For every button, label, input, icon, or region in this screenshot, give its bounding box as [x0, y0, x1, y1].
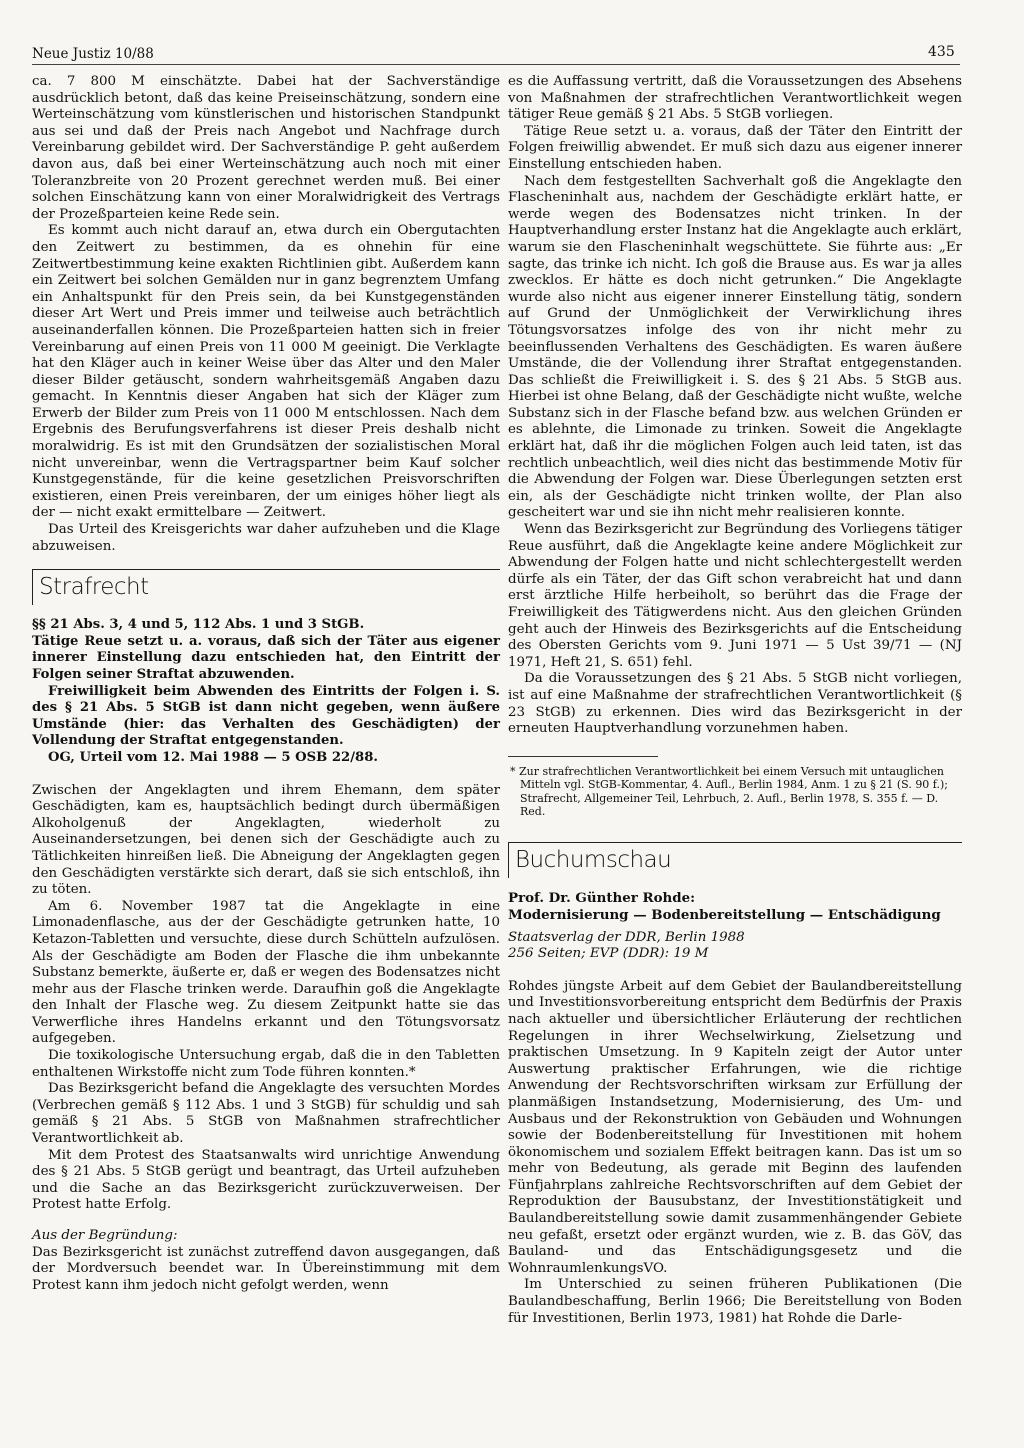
headnote-text: Freiwilligkeit beim Abwenden des Eintritts der Folgen i. S. des § 21 Abs. 5 StGB ist dann nicht gegeben, wenn äußere Umstände (hier: das Verhalten des Geschädigten) der Vollendung der Straftat entgegenstanden.: [32, 683, 500, 749]
book-title: Modernisierung — Bodenbereitstellung — Entschädigung: [508, 906, 941, 923]
left-column: [32, 74, 500, 1294]
paragraph: Tätige Reue setzt u. a. voraus, daß der Täter den Eintritt der Folgen freiwillig abwendet. Er muß sich dazu aus eigener innerer Einstellung entschieden haben.: [508, 123, 962, 172]
right-column: [508, 74, 962, 1327]
book-title-block: [508, 890, 962, 923]
footnote: * Zur strafrechtlichen Verantwortlichkeit bei einem Versuch mit untauglichen Mitteln vgl. StGB-Kommentar, 4. Aufl., Berlin 1984, Anm. 1 zu § 21 (S. 90 f.); Strafrecht, Allgemeiner Teil, Lehrbuch, 2. Aufl., Berlin 1978, S. 355 f. — D. Red.: [510, 764, 948, 818]
paragraph: Rohdes jüngste Arbeit auf dem Gebiet der Baulandbereitstellung und Investitionsvorbereitung entspricht dem Bedürfnis der Praxis nach aktueller und übersichtlicher Erläuterung der rechtlichen Regelungen in ihrer Wechselwirkung, Zielsetzung und praktischen Umsetzung. In 9 Kapiteln zeigt der Autor unter Auswertung praktischer Erfahrungen, wie die richtige Anwendung der Rechtsvorschriften wirksam zur Erfüllung der planmäßigen Instandsetzung, Modernisierung, des Um- und Ausbaus und der Rekonstruktion von Gebäuden und Wohnungen sowie der Bodenbereitstellung für Investitionen mit hohem ökonomischem und sozialem Effekt beitragen kann. Das ist um so mehr von Bedeutung, als gerade mit Beginn des laufenden Fünfjahrplans zahlreiche Rechtsvorschriften auf dem Gebiet der Reproduktion der Bausubstanz, der Investitionstätigkeit und Baulandbereitstellung sowie damit zusammenhängender Gebiete neu gefaßt, ersetzt oder ergänzt wurden, wie z. B. das GöV, das Bauland- und das Entschädigungsgesetz und die WohnraumlenkungsVO.: [508, 978, 962, 1276]
paragraph: Es kommt auch nicht darauf an, etwa durch ein Obergutachten den Zeitwert zu bestimmen, da es ohnehin für eine Zeitwertbestimmung keine exakten Richtlinien gibt. Außerdem kann ein Zeitwert bei solchen Gemälden nur in ganz begrenztem Umfang ein Anhaltspunkt für den Preis sein, da bei Kunstgegenständen dieser Art Wert und Preis immer und teilweise auch beträchtlich auseinanderfallen können. Die Prozeßparteien hatten sich in freier Vereinbarung auf einen Preis von 11 000 M geeinigt. Die Verklagte hat den Kläger auch in keiner Weise über das Alter und den Maler dieser Bilder getäuscht, sondern wahrheitsgemäß Angaben dazu gemacht. In Kenntnis dieser Angaben hat sich der Kläger zum Erwerb der Bilder zum Preis von 11 000 M entschlossen. Nach dem Ergebnis des Berufungsverfahrens ist dieser Preis deshalb nicht moralwidrig. Es ist mit den Grundsätzen der sozialistischen Moral nicht unvereinbar, wenn die Vertragspartner beim Kauf solcher Kunstgegenstände, für die keine gesetzlichen Preisvorschriften existieren, einen Preis vereinbaren, der um einiges höher liegt als der — nicht exakt ermittelbare — Zeitwert.: [32, 223, 500, 521]
paragraph: Nach dem festgestellten Sachverhalt goß die Angeklagte den Flascheninhalt aus, nachdem der Geschädigte erklärt hatte, er werde wegen des Bodensatzes nicht trinken. In der Hauptverhandlung erster Instanz hat die Angeklagte auch erklärt, warum sie den Flascheninhalt wegschüttete. Sie führte aus: „Er sagte, das trinke ich nicht. Ich goß die Brause aus. Es war ja alles zwecklos. Er hätte es doch nicht getrunken.“ Die Angeklagte wurde also nicht aus eigener innerer Einstellung tätig, sondern auf Grund der Unmöglichkeit der Verwirklichung ihres Tötungsvorsatzes infolge des von ihr nicht mehr zu beeinflussenden Verhaltens des Geschädigten. Es waren äußere Umstände, die der Vollendung ihrer Straftat entgegenstanden. Das schließt die Freiwilligkeit i. S. des § 21 Abs. 5 StGB aus. Hierbei ist ohne Belang, daß der Geschädigte nicht wußte, welche Substanz sich in der Flasche befand bzw. aus welchen Gründen er es ablehnte, die Limonade zu trinken. Soweit die Angeklagte erklärt hat, daß ihr die möglichen Folgen auch leid taten, ist das rechtlich unbeachtlich, weil dies nicht das bestimmende Motiv für die Abwendung der Folgen war. Diese Überlegungen setzten erst ein, als der Geschädigte nicht trinken wollte, der Plan also gescheitert war und sie ihn nicht mehr realisieren konnte.: [508, 173, 962, 521]
reasons-heading: Aus der Begründung:: [32, 1228, 178, 1243]
paragraph: Mit dem Protest des Staatsanwalts wird unrichtige Anwendung des § 21 Abs. 5 StGB gerügt und beantragt, das Urteil aufzuheben und die Sache an das Bezirksgericht zurückzuverweisen. Der Protest hatte Erfolg.: [32, 1147, 500, 1213]
footnote-rule: [508, 756, 658, 757]
section-heading-buchumschau: Buchumschau: [508, 842, 962, 878]
paragraph: Das Bezirksgericht ist zunächst zutreffend davon ausgegangen, daß der Mordversuch beendet war. In Übereinstimmung mit dem Protest kann ihm jedoch nicht gefolgt werden, wenn: [32, 1244, 500, 1293]
header-rule: [32, 64, 960, 65]
statute-reference: §§ 21 Abs. 3, 4 und 5, 112 Abs. 1 und 3 StGB.: [32, 617, 365, 633]
paragraph: Das Urteil des Kreisgerichts war daher aufzuheben und die Klage abzuweisen.: [32, 522, 500, 554]
paragraph: Das Bezirksgericht befand die Angeklagte des versuchten Mordes (Verbrechen gemäß § 112 Abs. 1 und 3 StGB) für schuldig und sah gemäß § 21 Abs. 5 StGB von Maßnahmen strafrechtlicher Verantwortlichkeit ab.: [32, 1081, 500, 1147]
paragraph: Da die Voraussetzungen des § 21 Abs. 5 StGB nicht vorliegen, ist auf eine Maßnahme der strafrechtlichen Verantwortlichkeit (§ 23 StGB) zu erkennen. Dies wird das Bezirksgericht in der erneuten Hauptverhandlung vorzunehmen haben.: [508, 671, 962, 737]
paragraph: Die toxikologische Untersuchung ergab, daß die in den Tabletten enthaltenen Wirkstoffe nicht zum Tode führen konnten.*: [32, 1048, 500, 1080]
paragraph: Zwischen der Angeklagten und ihrem Ehemann, dem später Geschädigten, kam es, hauptsächlich bedingt durch übermäßigen Alkoholgenuß der Angeklagten, wiederholt zu Auseinandersetzungen, bei denen sich der Geschädigte auch zu Tätlichkeiten hinreißen ließ. Die Abneigung der Angeklagten gegen den Geschädigten verstärkte sich derart, daß sie sich entschloß, ihn zu töten.: [32, 782, 500, 898]
book-pages-price: 256 Seiten; EVP (DDR): 19 M: [508, 946, 709, 962]
book-meta-block: [508, 930, 962, 963]
paragraph: Wenn das Bezirksgericht zur Begründung des Vorliegens tätiger Reue ausführt, daß die Angeklagte keine andere Möglichkeit zur Abwendung der Folgen hatte und nicht schlechtergestellt werden dürfe als ein Täter, der das Gift schon verabreicht hat und dann erst ärztliche Hilfe herbeiholt, so berührt das die Frage der Freiwilligkeit des Tätigwerdens nicht. Aus den gleichen Gründen geht auch der Hinweis des Bezirksgerichts auf die Entscheidung des Obersten Gerichts vom 9. Juni 1971 — 5 Ust 39/71 — (NJ 1971, Heft 21, S. 651) fehl.: [508, 522, 962, 670]
paragraph: Am 6. November 1987 tat die Angeklagte in eine Limonadenflasche, aus der der Geschädigte getrunken hatte, 10 Ketazon-Tabletten und versuchte, diese durch Schütteln aufzulösen. Als der Geschädigte am Boden der Flasche die ihm unbekannte Substanz bemerkte, äußerte er, daß er wegen des Bodensatzes nicht mehr aus der Flasche trinken werde. Daraufhin goß die Angeklagte den Inhalt der Flasche weg. Zu diesem Zeitpunkt hatte sie das Verwerfliche ihres Handelns erkannt und den Tötungsvorsatz aufgegeben.: [32, 898, 500, 1047]
journal-title: Neue Justiz 10/88: [32, 46, 154, 62]
book-publisher: Staatsverlag der DDR, Berlin 1988: [508, 929, 745, 945]
court-citation: OG, Urteil vom 12. Mai 1988 — 5 OSB 22/88.: [48, 749, 378, 765]
paragraph: ca. 7 800 M einschätzte. Dabei hat der Sachverständige ausdrücklich betont, daß das keine Preiseinschätzung, sondern eine Werteinschätzung vom künstlerischen und historischen Standpunkt aus sei und daß der Preis nach Angebot und Nachfrage durch Vereinbarung gebildet wird. Der Sachverständige P. geht außerdem davon aus, daß bei einer Werteinschätzung auch noch mit einer Toleranzbreite von 20 Prozent gerechnet werden muß. Bei einer solchen Einschätzung kann von einer Moralwidrigkeit des Vertrags der Prozeßparteien keine Rede sein.: [32, 74, 500, 222]
book-author: Prof. Dr. Günther Rohde:: [508, 890, 696, 907]
page-number: 435: [928, 44, 955, 60]
paragraph: Im Unterschied zu seinen früheren Publikationen (Die Baulandbeschaffung, Berlin 1966; Die Bereitstellung von Boden für Investitionen, Berlin 1973, 1981) hat Rohde die Darle-: [508, 1277, 962, 1326]
paragraph: es die Auffassung vertritt, daß die Voraussetzungen des Absehens von Maßnahmen der strafrechtlichen Verantwortlichkeit wegen tätiger Reue gemäß § 21 Abs. 5 StGB vorliegen.: [508, 74, 962, 123]
headnote-text: Tätige Reue setzt u. a. voraus, daß sich der Täter aus eigener innerer Einstellung dazu entschieden hat, den Eintritt der Folgen seiner Straftat abzuwenden.: [32, 633, 500, 682]
section-heading-strafrecht: Strafrecht: [32, 569, 500, 605]
headnote: [32, 617, 500, 766]
